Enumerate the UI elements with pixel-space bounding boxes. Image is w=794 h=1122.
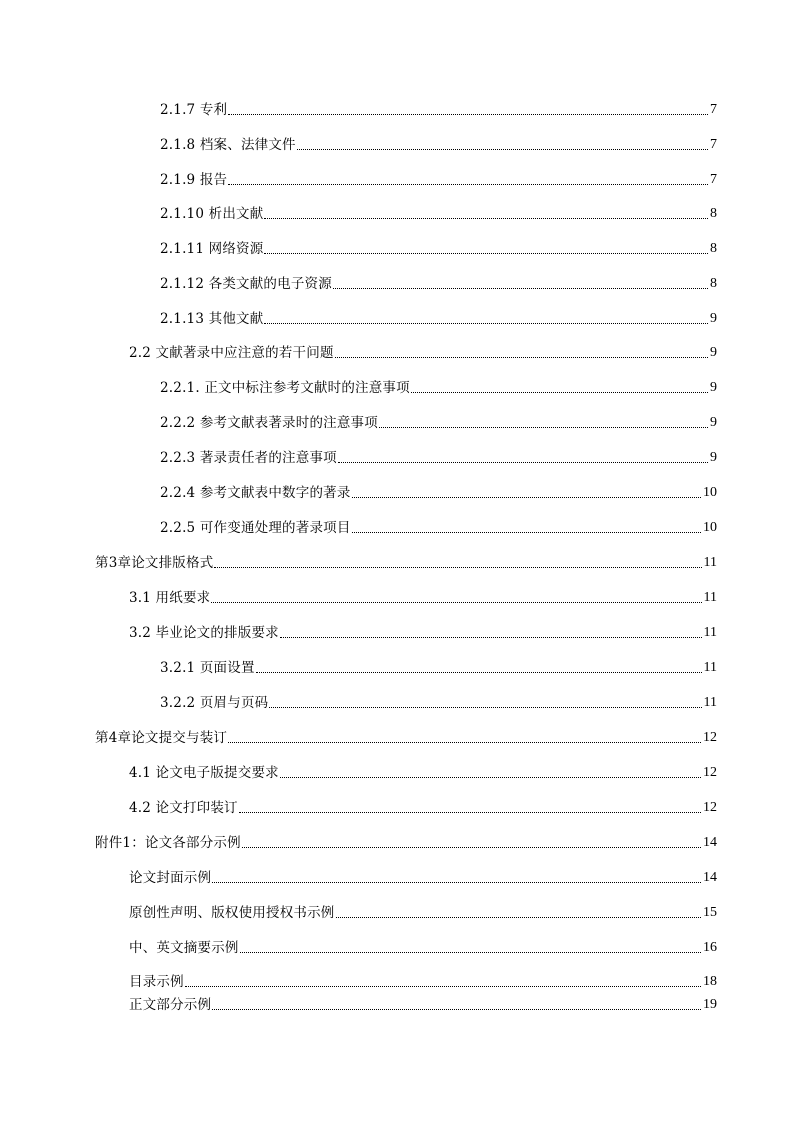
toc-entry[interactable]	[129, 904, 717, 922]
toc-entry-label: 第3章论文排版格式	[95, 555, 214, 571]
toc-entry-label: 2.2.1. 正文中标注参考文献时的注意事项	[160, 380, 410, 396]
toc-dot-leader	[242, 847, 701, 848]
toc-entry-label: 4.1 论文电子版提交要求	[129, 765, 279, 781]
toc-entry-label: 第4章论文提交与装订	[95, 730, 228, 746]
toc-dot-leader	[212, 882, 701, 883]
toc-entry-page-number: 8	[710, 241, 717, 256]
toc-entry[interactable]	[160, 171, 717, 189]
toc-entry[interactable]	[160, 519, 717, 537]
toc-entry-page-number: 16	[703, 940, 717, 955]
toc-entry[interactable]	[160, 659, 717, 677]
toc-entry[interactable]	[160, 484, 717, 502]
toc-dot-leader	[335, 357, 708, 358]
toc-dot-leader	[212, 1009, 701, 1010]
toc-dot-leader	[228, 114, 708, 115]
toc-entry-label: 附件1：论文各部分示例	[95, 835, 241, 851]
toc-entry-label: 2.1.8 档案、法律文件	[160, 137, 296, 153]
toc-dot-leader	[338, 462, 708, 463]
toc-entry-page-number: 11	[703, 625, 717, 640]
toc-entry-label: 3.2.2 页眉与页码	[160, 695, 269, 711]
toc-dot-leader	[336, 917, 702, 918]
toc-entry-page-number: 9	[710, 450, 717, 465]
toc-dot-leader	[185, 986, 701, 987]
toc-entry[interactable]	[160, 275, 717, 293]
toc-entry-page-number: 11	[703, 555, 717, 570]
toc-entry-page-number: 19	[703, 997, 717, 1012]
toc-entry[interactable]	[129, 939, 717, 957]
toc-entry-label: 3.1 用纸要求	[129, 590, 211, 606]
toc-entry-page-number: 14	[703, 835, 717, 850]
toc-entry-label: 2.2.3 著录责任者的注意事项	[160, 450, 337, 466]
toc-entry-label: 2.1.10 析出文献	[160, 206, 264, 222]
toc-dot-leader	[240, 952, 701, 953]
toc-entry-page-number: 8	[710, 276, 717, 291]
toc-entry[interactable]	[129, 973, 717, 991]
toc-dot-leader	[264, 323, 708, 324]
toc-entry-page-number: 14	[703, 870, 717, 885]
toc-entry-page-number: 10	[703, 520, 717, 535]
toc-entry[interactable]	[160, 101, 717, 119]
toc-entry-label: 2.1.9 报告	[160, 172, 228, 188]
toc-dot-leader	[280, 777, 701, 778]
toc-dot-leader	[269, 707, 701, 708]
toc-dot-leader	[256, 672, 702, 673]
toc-entry[interactable]	[160, 240, 717, 258]
toc-entry-label: 中、英文摘要示例	[129, 940, 239, 956]
toc-dot-leader	[264, 218, 708, 219]
toc-dot-leader	[333, 288, 708, 289]
toc-dot-leader	[264, 253, 708, 254]
toc-entry-page-number: 9	[710, 311, 717, 326]
toc-entry-page-number: 11	[703, 590, 717, 605]
toc-entry-label: 2.2.4 参考文献表中数字的著录	[160, 485, 351, 501]
toc-entry[interactable]	[160, 449, 717, 467]
toc-entry-label: 2.2.2 参考文献表著录时的注意事项	[160, 415, 378, 431]
toc-dot-leader	[211, 602, 701, 603]
toc-entry-label: 2.2.5 可作变通处理的著录项目	[160, 520, 351, 536]
toc-entry-label: 正文部分示例	[129, 997, 212, 1013]
toc-entry[interactable]	[129, 869, 717, 887]
toc-entry[interactable]	[160, 310, 717, 328]
toc-entry-label: 3.2.1 页面设置	[160, 660, 255, 676]
toc-dot-leader	[297, 149, 708, 150]
toc-entry[interactable]	[129, 996, 717, 1014]
toc-entry[interactable]	[95, 834, 717, 852]
toc-entry-page-number: 12	[703, 765, 717, 780]
toc-entry-page-number: 9	[710, 345, 717, 360]
toc-dot-leader	[352, 497, 701, 498]
toc-entry-page-number: 7	[710, 102, 717, 117]
toc-entry-page-number: 9	[710, 380, 717, 395]
toc-dot-leader	[228, 742, 701, 743]
toc-entry[interactable]	[160, 379, 717, 397]
toc-entry[interactable]	[129, 799, 717, 817]
toc-entry[interactable]	[160, 694, 717, 712]
toc-entry-page-number: 11	[703, 695, 717, 710]
toc-entry-label: 3.2 毕业论文的排版要求	[129, 625, 279, 641]
toc-dot-leader	[379, 427, 708, 428]
toc-dot-leader	[239, 812, 701, 813]
toc-dot-leader	[228, 184, 708, 185]
toc-entry-page-number: 11	[703, 660, 717, 675]
toc-entry[interactable]	[129, 764, 717, 782]
toc-entry[interactable]	[160, 205, 717, 223]
toc-entry-label: 2.1.13 其他文献	[160, 311, 264, 327]
toc-dot-leader	[280, 637, 702, 638]
toc-entry-page-number: 7	[710, 172, 717, 187]
toc-entry-page-number: 15	[703, 905, 717, 920]
toc-dot-leader	[214, 567, 701, 568]
toc-entry-label: 目录示例	[129, 974, 184, 990]
toc-entry-page-number: 9	[710, 415, 717, 430]
toc-entry[interactable]	[129, 624, 717, 642]
toc-entry[interactable]	[160, 136, 717, 154]
toc-entry-label: 论文封面示例	[129, 870, 212, 886]
toc-entry-page-number: 7	[710, 137, 717, 152]
toc-entry-page-number: 18	[703, 974, 717, 989]
toc-entry-page-number: 12	[703, 800, 717, 815]
toc-dot-leader	[352, 532, 701, 533]
toc-entry-page-number: 8	[710, 206, 717, 221]
toc-entry[interactable]	[129, 344, 717, 362]
toc-entry[interactable]	[95, 729, 717, 747]
toc-entry-page-number: 12	[703, 730, 717, 745]
toc-entry-label: 4.2 论文打印装订	[129, 800, 238, 816]
toc-entry[interactable]	[95, 554, 717, 572]
toc-entry-page-number: 10	[703, 485, 717, 500]
toc-entry[interactable]	[129, 589, 717, 607]
toc-entry[interactable]	[160, 414, 717, 432]
toc-entry-label: 2.1.12 各类文献的电子资源	[160, 276, 332, 292]
toc-entry-label: 原创性声明、版权使用授权书示例	[129, 905, 335, 921]
toc-dot-leader	[411, 392, 708, 393]
toc-entry-label: 2.1.7 专利	[160, 102, 228, 118]
toc-entry-label: 2.2 文献著录中应注意的若干问题	[129, 345, 334, 361]
toc-entry-label: 2.1.11 网络资源	[160, 241, 264, 257]
